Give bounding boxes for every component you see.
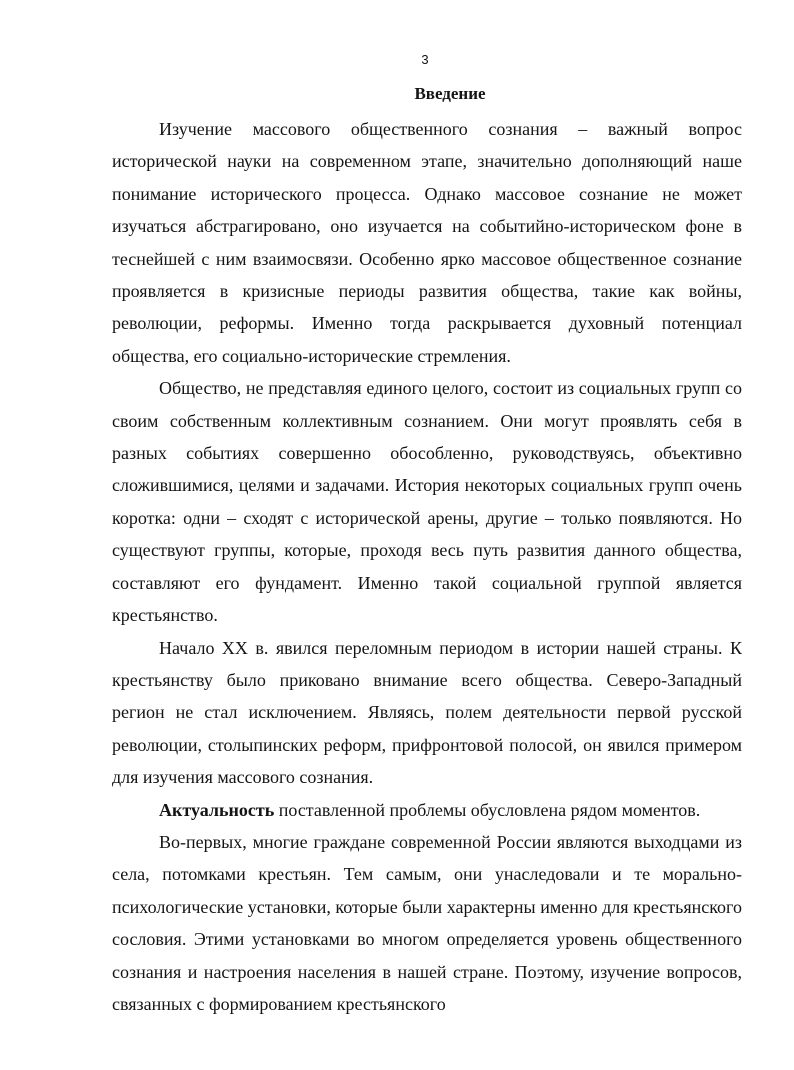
page-number: 3: [421, 52, 429, 67]
relevance-paragraph: [112, 794, 742, 826]
paragraph: Изучение массового общественного сознания – важный вопрос исторической науки на современном этапе, значительно дополняющий наше понимание исторического процесса. Однако массовое сознание не может изучаться абстрагировано, оно изучается на событийно-историческом фоне в теснейшей с ним взаимосвязи. Особенно ярко массовое общественное сознание проявляется в кризисные периоды развития общества, такие как войны, революции, реформы. Именно тогда раскрывается духовный потенциал общества, его социально-исторические стремления.: [112, 119, 742, 366]
section-heading: Введение: [414, 84, 486, 103]
paragraph: Начало XX в. явился переломным периодом в истории нашей страны. К крестьянству было приковано внимание всего общества. Северо-Западный регион не стал исключением. Являясь, полем деятельности первой русской революции, столыпинских реформ, прифронтовой полосой, он явился примером для изучения массового сознания.: [112, 637, 742, 788]
body-text: [112, 113, 742, 1020]
relevance-text: поставленной проблемы обусловлена рядом моментов.: [274, 799, 701, 820]
paragraph: Во-первых, многие граждане современной России являются выходцами из села, потомками крестьян. Тем самым, они унаследовали и те морально-психологические установки, которые были характерны именно для крестьянского сословия. Этими установками во многом определяется уровень общественного сознания и настроения населения в нашей стране. Поэтому, изучение вопросов, связанных с формированием крестьянского: [112, 831, 742, 1014]
relevance-term: Актуальность: [159, 799, 275, 820]
paragraph: Общество, не представляя единого целого, состоит из социальных групп со своим собственным коллективным сознанием. Они могут проявлять себя в разных событиях совершенно обособленно, руководствуясь, объективно сложившимися, целями и задачами. История некоторых социальных групп очень коротка: одни – сходят с исторической арены, другие – только появляются. Но существуют группы, которые, проходя весь путь развития данного общества, составляют его фундамент. Именно такой социальной группой является крестьянство.: [112, 378, 742, 626]
